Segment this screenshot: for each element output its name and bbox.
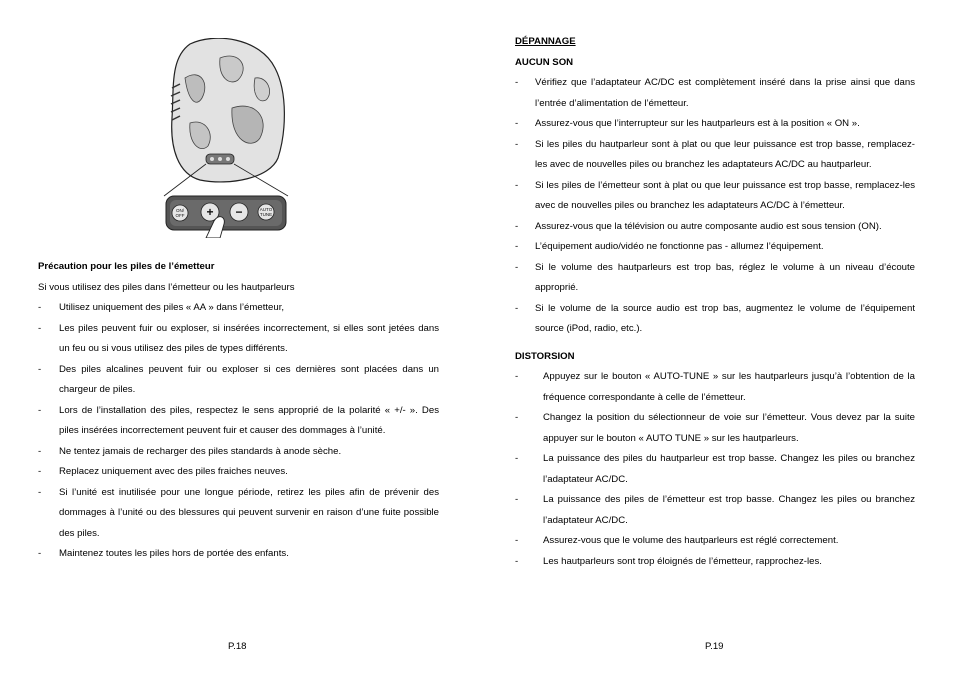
list-item: - Si les piles de l’émetteur sont à plat ou que leur puissance est trop basse, remplacez-les avec de nouvelles piles ou branchez les adaptateurs AC/DC à l’émetteur.	[515, 179, 915, 211]
list-item: - Maintenez toutes les piles hors de portée des enfants.	[38, 548, 289, 559]
page-number: P.18	[228, 641, 247, 652]
intro-text: Si vous utilisez des piles dans l’émetteur ou les hautparleurs	[38, 281, 295, 293]
svg-text:TUNE: TUNE	[259, 212, 273, 217]
list-item: - Ne tentez jamais de recharger des piles standards à anode sèche.	[38, 445, 342, 457]
list-item: - Utilisez uniquement des piles « AA » dans l’émetteur,	[38, 302, 285, 313]
rock-speaker-illustration	[160, 38, 300, 238]
list-item: - Changez la position du sélectionneur de voie sur l’émetteur. Vous devez par la suite appuyer sur le bouton « AUTO TUNE » sur les hautparleurs.	[515, 412, 915, 444]
list-item: - Si les piles du hautparleur sont à plat ou que leur puissance est trop basse, remplacez-les avec de nouvelles piles ou branchez les adaptateurs AC/DC au hautparleur.	[515, 138, 915, 170]
list-item: - Assurez-vous que l’interrupteur sur les hautparleurs est à la position « ON ».	[515, 118, 860, 129]
list-item: - Lors de l’installation des piles, respectez le sens approprié de la polarité « +/- ». Des piles insérées incorrectement peuvent fuir et causer des dommages à l’unité.	[38, 404, 439, 436]
list-item: - Vérifiez que l’adaptateur AC/DC est complètement inséré dans la prise ainsi que dans l’entrée d’alimentation de l’émetteur.	[515, 77, 915, 109]
plus-label: +	[206, 205, 214, 219]
auto-tune-label: AUTO	[259, 207, 273, 212]
page-right	[477, 0, 954, 675]
list-item: - Assurez-vous que le volume des hautparleurs est réglé correctement.	[515, 535, 839, 546]
on-off-label: ON/	[175, 208, 185, 213]
no-sound-list	[515, 73, 915, 340]
minus-label: −	[235, 205, 243, 219]
section-heading-no-sound: AUCUN SON	[515, 56, 574, 68]
list-item: - Les piles peuvent fuir ou exploser, si insérées incorrectement, si elles sont jetées dans un feu ou si vous utilisez des piles de types différents.	[38, 322, 439, 354]
list-item: - La puissance des piles de l’émetteur est trop basse. Changez les piles ou branchez l’adaptateur AC/DC.	[515, 494, 915, 526]
list-item: - Si l’unité est inutilisée pour une longue période, retirez les piles afin de prévenir des dommages à l’unité ou des blessures qui peuvent survenir en raison d’une fuite possible des piles.	[38, 486, 439, 539]
battery-precautions	[38, 257, 439, 565]
list-item: - La puissance des piles du hautparleur est trop basse. Changez les piles ou branchez l’adaptateur AC/DC.	[515, 453, 915, 485]
list-item: - Appuyez sur le bouton « AUTO-TUNE » sur les hautparleurs jusqu’à l’obtention de la fréquence correspondante à celle de l’émetteur.	[515, 371, 915, 403]
precaution-list	[38, 298, 439, 565]
rock-speaker-drawing	[160, 38, 300, 238]
troubleshooting	[515, 32, 915, 572]
list-item: - Assurez-vous que la télévision ou autre composante audio est sous tension (ON).	[515, 220, 882, 232]
page-title: DÉPANNAGE	[515, 36, 576, 47]
list-item: - L’équipement audio/vidéo ne fonctionne pas - allumez l’équipement.	[515, 241, 824, 252]
list-item: - Si le volume des hautparleurs est trop bas, réglez le volume à un niveau d’écoute approprié.	[515, 261, 915, 293]
section-heading: Précaution pour les piles de l’émetteur	[38, 261, 215, 272]
svg-text:OFF: OFF	[175, 213, 185, 218]
section-heading-distortion: DISTORSION	[515, 350, 575, 362]
list-item: - Des piles alcalines peuvent fuir ou exploser si ces dernières sont placées dans un chargeur de piles.	[38, 363, 439, 395]
page-number: P.19	[705, 641, 724, 652]
list-item: - Si le volume de la source audio est trop bas, augmentez le volume de l’équipement source (iPod, radio, etc.).	[515, 302, 915, 334]
list-item: - Replacez uniquement avec des piles fraiches neuves.	[38, 466, 288, 477]
distortion-list	[515, 367, 915, 572]
list-item: - Les hautparleurs sont trop éloignés de l’émetteur, rapprochez-les.	[515, 555, 822, 567]
